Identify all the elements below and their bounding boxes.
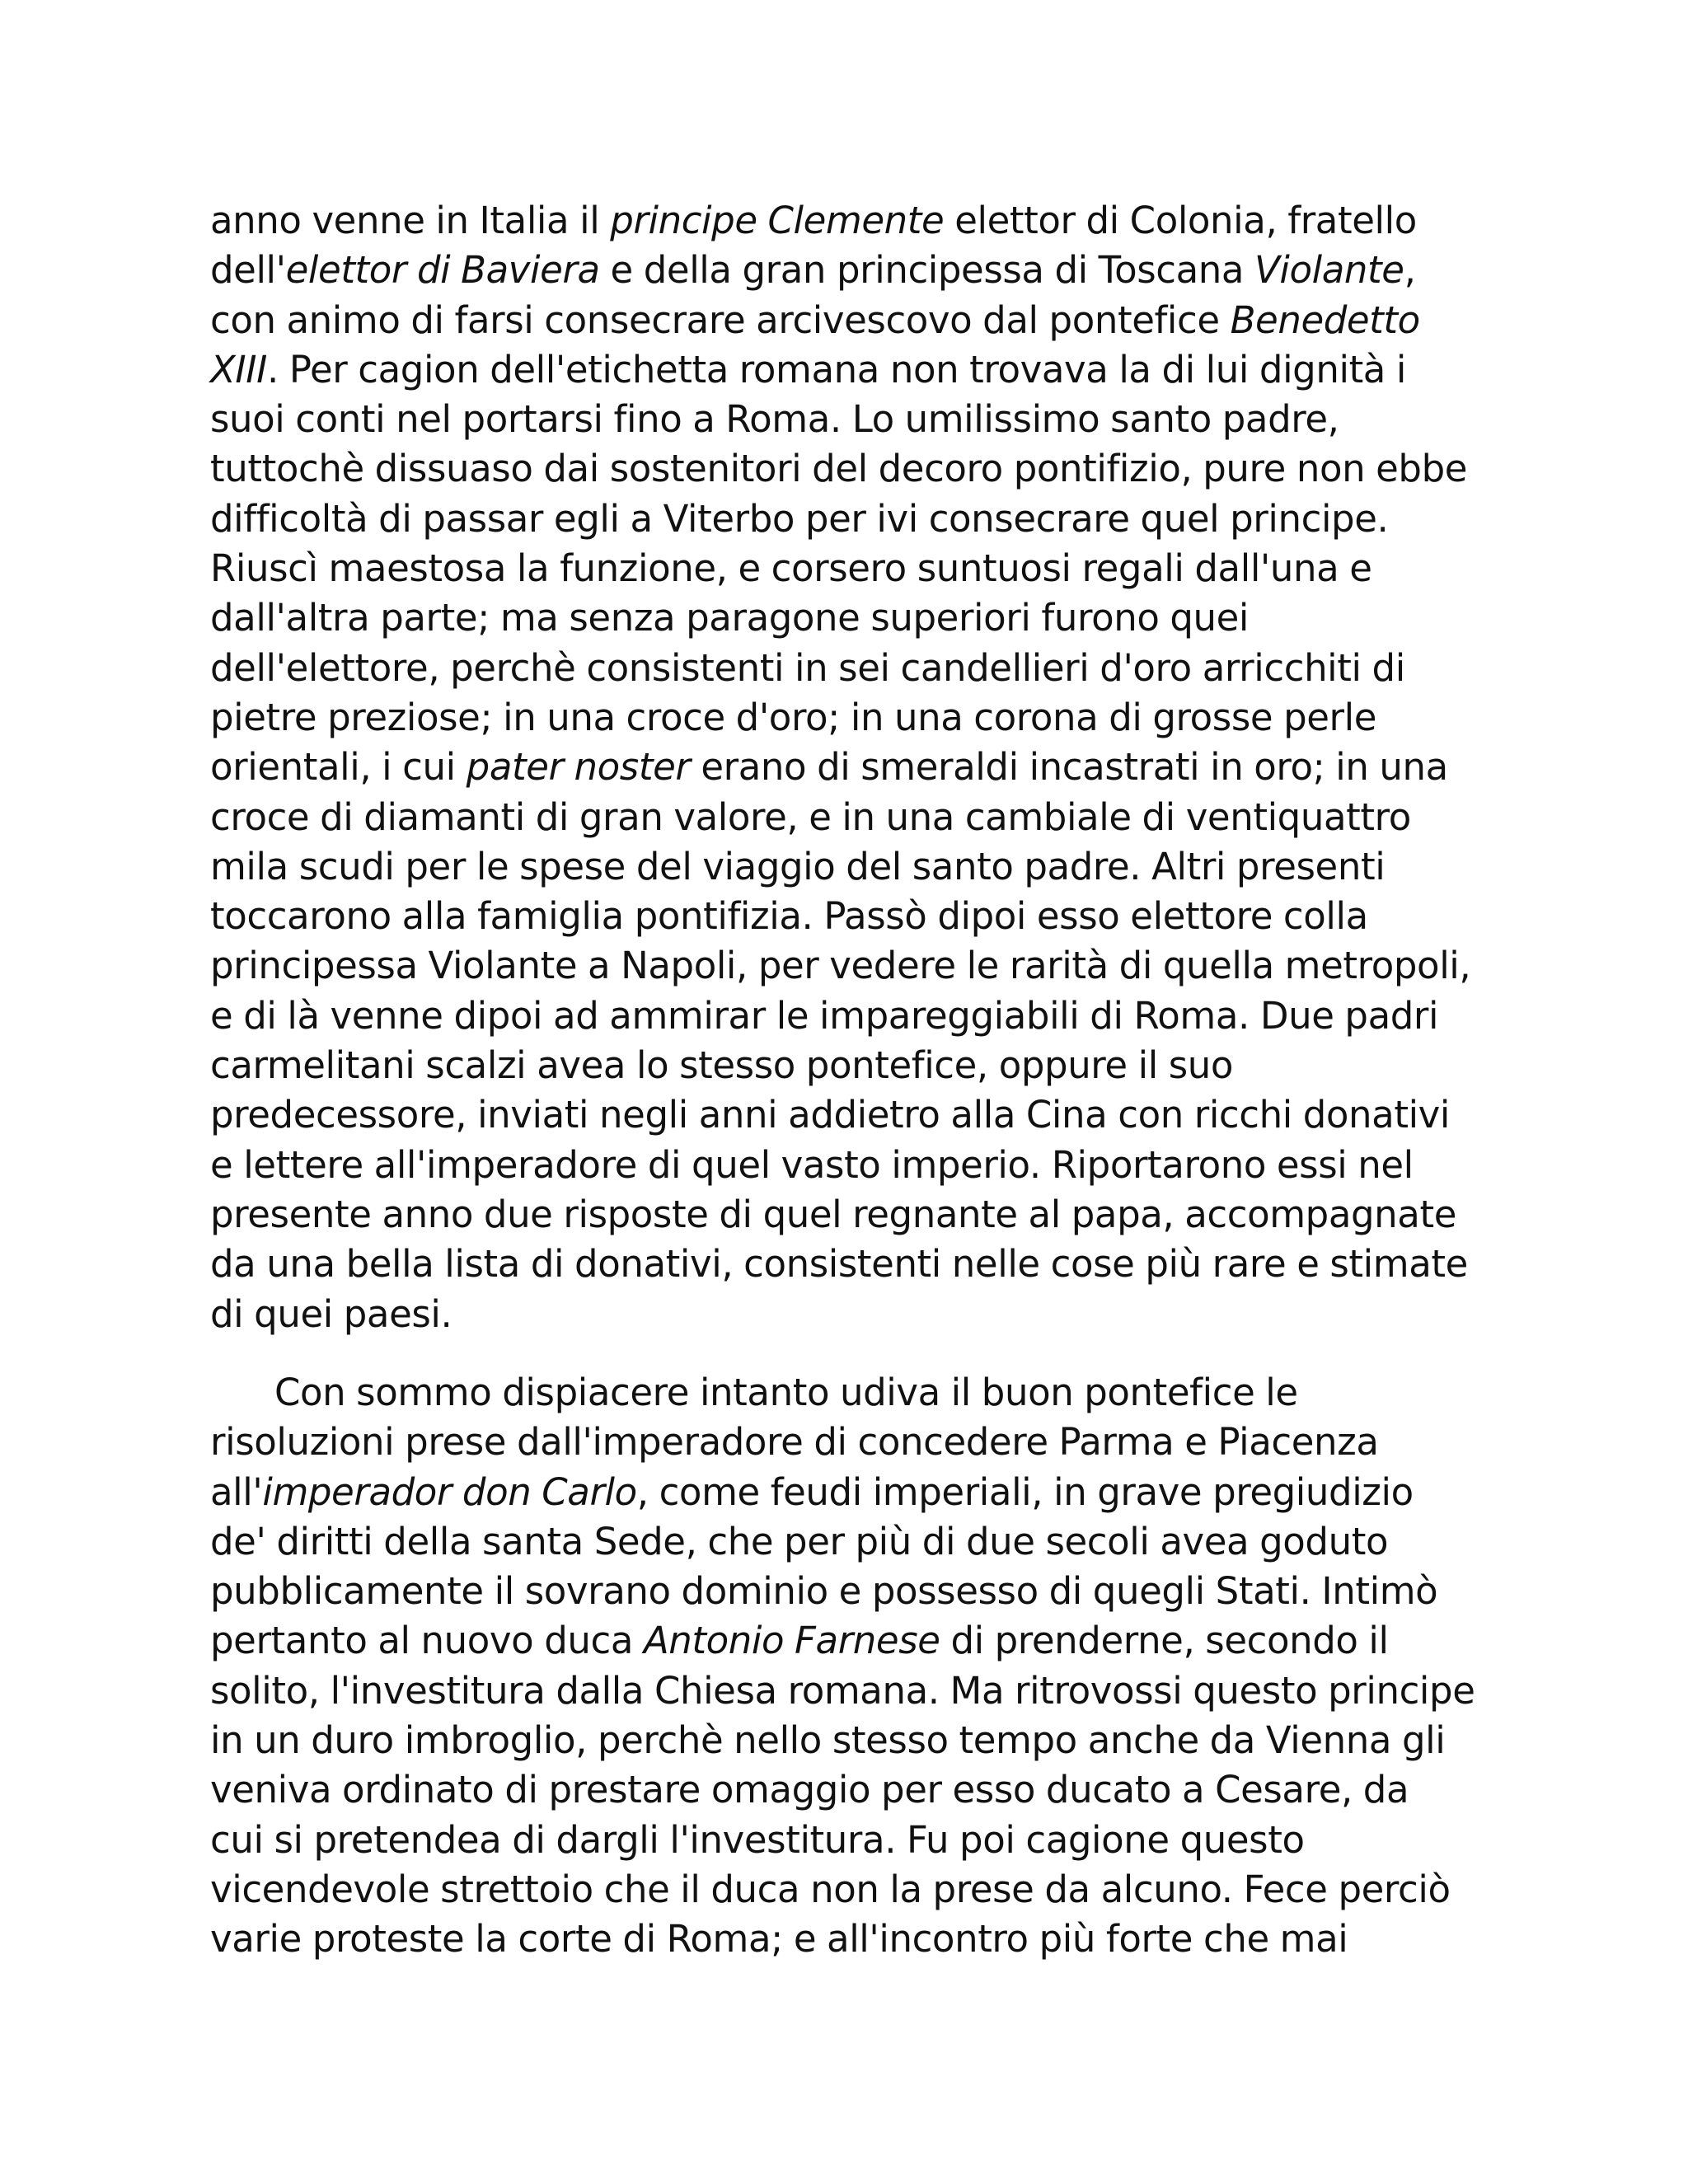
text-segment: all' bbox=[210, 1469, 263, 1514]
text-segment: . Per cagion dell'etichetta romana non trovava la di lui dignità i bbox=[267, 347, 1406, 391]
text-line bbox=[210, 1041, 1496, 1090]
text-segment: con animo di farsi consecrare arcivescovo dal pontefice bbox=[210, 298, 1231, 342]
text-segment: risoluzioni prese dall'imperadore di concedere Parma e Piacenza bbox=[210, 1420, 1379, 1465]
text-line bbox=[210, 593, 1496, 643]
text-segment: difficoltà di passar egli a Viterbo per ivi consecrare quel principe. bbox=[210, 496, 1389, 541]
text-segment: pertanto al nuovo duca bbox=[210, 1619, 644, 1663]
text-line bbox=[210, 1190, 1496, 1240]
text-segment: mila scudi per le spese del viaggio del santo padre. Altri presenti bbox=[210, 844, 1386, 888]
text-segment: toccarono alla famiglia pontifizia. Passò dipoi esso elettore colla bbox=[210, 894, 1368, 939]
text-line bbox=[210, 842, 1496, 892]
text-line bbox=[210, 1141, 1496, 1190]
text-segment: Riuscì maestosa la funzione, e corsero suntuosi regali dall'una e bbox=[210, 546, 1372, 591]
text-line bbox=[210, 892, 1496, 941]
text-segment: croce di diamanti di gran valore, e in una cambiale di ventiquattro bbox=[210, 794, 1411, 839]
text-segment: pubblicamente il sovrano dominio e possesso di quegli Stati. Intimò bbox=[210, 1569, 1438, 1614]
text-segment: di quei paesi. bbox=[210, 1291, 452, 1336]
text-line bbox=[210, 793, 1496, 842]
text-segment: tuttochè dissuaso dai sostenitori del decoro pontifizio, pure non ebbe bbox=[210, 447, 1468, 491]
text-line bbox=[210, 941, 1496, 991]
text-segment: e di là venne dipoi ad ammirar le impareggiabili di Roma. Due padri bbox=[210, 993, 1439, 1038]
text-line bbox=[210, 1567, 1496, 1616]
text-line bbox=[210, 1517, 1496, 1567]
text-line bbox=[210, 246, 1496, 295]
text-line bbox=[210, 991, 1496, 1041]
text-segment: erano di smeraldi incastrati in oro; in una bbox=[690, 745, 1448, 790]
text-segment: presente anno due risposte di quel regnante al papa, accompagnate bbox=[210, 1192, 1456, 1236]
text-line bbox=[210, 1666, 1496, 1716]
text-line bbox=[210, 1240, 1496, 1289]
text-line bbox=[210, 1616, 1496, 1666]
text-segment: dall'altra parte; ma senza paragone superiori furono quei bbox=[210, 596, 1250, 640]
text-line bbox=[210, 1716, 1496, 1765]
text-segment: anno venne in Italia il bbox=[210, 199, 611, 242]
text-line bbox=[210, 1418, 1496, 1467]
text-segment: e lettere all'imperadore di quel vasto imperio. Riportarono essi nel bbox=[210, 1142, 1414, 1187]
text-line bbox=[210, 544, 1496, 593]
text-line bbox=[210, 1915, 1496, 1964]
text-line bbox=[210, 395, 1496, 444]
text-line bbox=[210, 1765, 1496, 1815]
text-segment: e della gran principessa di Toscana bbox=[599, 248, 1255, 293]
italic-text: principe Clemente bbox=[610, 199, 945, 242]
text-segment: , bbox=[1404, 248, 1416, 293]
italic-text: Antonio Farnese bbox=[643, 1619, 940, 1663]
text-line bbox=[210, 196, 1496, 246]
text-line bbox=[210, 1290, 1496, 1339]
text-segment: pietre preziose; in una croce d'oro; in una corona di grosse perle bbox=[210, 695, 1377, 739]
text-segment: orientali, i cui bbox=[210, 745, 467, 790]
text-segment: carmelitani scalzi avea lo stesso pontefice, oppure il suo bbox=[210, 1043, 1234, 1088]
text-segment: veniva ordinato di prestare omaggio per esso ducato a Cesare, da bbox=[210, 1768, 1409, 1812]
italic-text: elettor di Baviera bbox=[285, 248, 600, 293]
text-line bbox=[210, 494, 1496, 544]
text-segment: varie proteste la corte di Roma; e all'incontro più forte che mai bbox=[210, 1917, 1348, 1961]
text-line bbox=[210, 743, 1496, 792]
text-segment: predecessore, inviati negli anni addietro alla Cina con ricchi donativi bbox=[210, 1093, 1451, 1137]
text-line bbox=[210, 345, 1496, 395]
text-line bbox=[210, 693, 1496, 743]
text-segment: vicendevole strettoio che il duca non la prese da alcuno. Fece perciò bbox=[210, 1867, 1451, 1911]
text-segment: principessa Violante a Napoli, per vedere le rarità di quella metropoli, bbox=[210, 944, 1471, 988]
text-segment: solito, l'investitura dalla Chiesa romana. Ma ritrovossi questo principe bbox=[210, 1668, 1475, 1713]
italic-text: XIII bbox=[210, 347, 268, 391]
text-segment: de' diritti della santa Sede, che per più di due secoli avea goduto bbox=[210, 1519, 1389, 1563]
text-segment: cui si pretendea di dargli l'investitura. Fu poi cagione questo bbox=[210, 1817, 1305, 1862]
text-line bbox=[210, 296, 1496, 345]
text-line bbox=[210, 444, 1496, 494]
text-line bbox=[210, 1865, 1496, 1915]
text-segment: in un duro imbroglio, perchè nello stesso tempo anche da Vienna gli bbox=[210, 1718, 1446, 1763]
italic-text: pater noster bbox=[466, 745, 691, 790]
italic-text: Benedetto bbox=[1230, 298, 1420, 342]
text-segment: di prenderne, secondo il bbox=[940, 1619, 1389, 1663]
text-segment: dell' bbox=[210, 248, 286, 293]
text-segment: elettor di Colonia, fratello bbox=[944, 199, 1417, 242]
paragraph-2 bbox=[210, 1368, 1496, 1965]
text-segment: Con sommo dispiacere intanto udiva il buon pontefice le bbox=[274, 1371, 1298, 1414]
text-line bbox=[210, 1368, 1496, 1418]
text-line bbox=[210, 1090, 1496, 1140]
paragraph-1 bbox=[210, 196, 1496, 1339]
text-segment: suoi conti nel portarsi fino a Roma. Lo umilissimo santo padre, bbox=[210, 397, 1339, 442]
text-line bbox=[210, 1468, 1496, 1517]
text-segment: da una bella lista di donativi, consistenti nelle cose più rare e stimate bbox=[210, 1242, 1468, 1286]
text-line bbox=[210, 644, 1496, 693]
italic-text: Violante bbox=[1254, 248, 1404, 293]
text-segment: , come feudi imperiali, in grave pregiudizio bbox=[636, 1469, 1414, 1514]
text-segment: dell'elettore, perchè consistenti in sei candellieri d'oro arricchiti di bbox=[210, 645, 1405, 690]
text-line bbox=[210, 1816, 1496, 1865]
italic-text: imperador don Carlo bbox=[262, 1469, 637, 1514]
